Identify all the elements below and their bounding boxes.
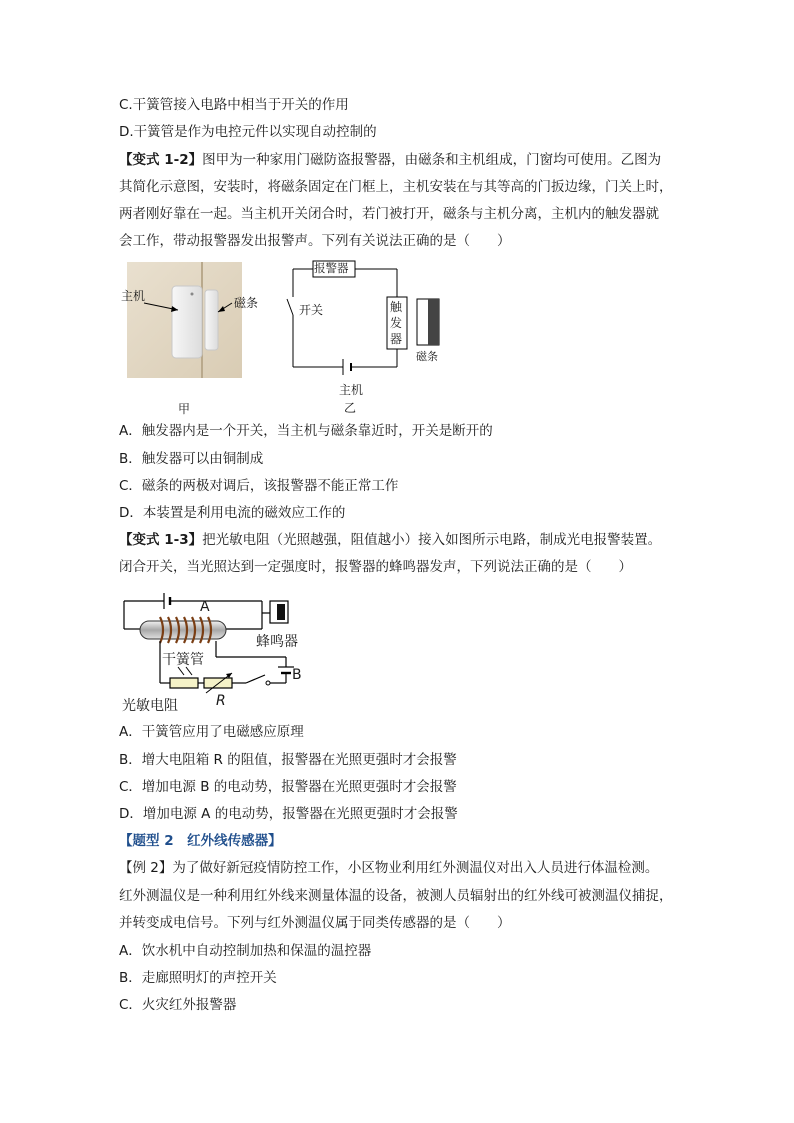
example-2-line-1: [119, 859, 658, 877]
variant-1-2-option-c: C．磁条的两极对调后，该报警器不能正常工作: [119, 478, 399, 494]
variant-1-2-text-1: 图甲为一种家用门磁防盗报警器，由磁条和主机组成，门窗均可使用。乙图为: [202, 152, 662, 168]
trigger-char-1: 触: [390, 300, 403, 314]
example-2-text-1: 为了做好新冠疫情防控工作，小区物业利用红外测温仪对出入人员进行体温检测。: [172, 860, 659, 876]
example-2-line-2: 红外测温仪是一种利用红外线来测量体温的设备，被测人员辐射出的红外线可被测温仪捕捉，: [119, 888, 673, 904]
option-c-reed: C.干簧管接入电路中相当于开关的作用: [119, 97, 349, 113]
trigger-label: [390, 299, 402, 347]
variant-1-3-line-2: 闭合开关，当光照达到一定强度时，报警器的蜂鸣器发声，下列说法正确的是（ ）: [119, 559, 632, 575]
figure-caption-jia: 甲: [178, 402, 191, 416]
variant-1-3-text-1: 把光敏电阻（光照越强，阻值越小）接入如图所示电路，制成光电报警装置。: [202, 532, 662, 548]
figure-reed-switch-circuit: [120, 585, 320, 720]
figure-alarm-circuit: [283, 255, 453, 415]
variant-1-3-option-a: A．干簧管应用了电磁感应原理: [119, 724, 304, 740]
example-2-option-a: A．饮水机中自动控制加热和保温的温控器: [119, 943, 372, 959]
example-2-option-c: C．火灾红外报警器: [119, 997, 237, 1013]
trigger-char-3: 器: [390, 332, 403, 346]
variant-1-3-tag: 【变式 1-3】: [119, 532, 203, 548]
trigger-char-2: 发: [390, 316, 403, 330]
example-2-tag: 【例 2】: [119, 860, 173, 876]
variant-1-2-tag: 【变式 1-2】: [119, 152, 203, 168]
variant-1-2-line-2: 其简化示意图，安装时，将磁条固定在门框上，主机安装在与其等高的门扳边缘，门关上时，: [119, 179, 673, 195]
buzzer-label: 蜂鸣器: [256, 634, 298, 650]
variant-1-2-option-a: A．触发器内是一个开关，当主机与磁条靠近时，开关是断开的: [119, 423, 493, 439]
resistor-r-label: R: [216, 693, 226, 709]
variant-1-3-option-b: B．增大电阻箱 R 的阻值，报警器在光照更强时才会报警: [119, 752, 457, 768]
host-label: 主机: [121, 289, 146, 303]
option-d-reed: D.干簧管是作为电控元件以实现自动控制的: [119, 124, 377, 140]
photoresistor-label: 光敏电阻: [122, 698, 178, 714]
variant-1-3-option-c: C．增加电源 B 的电动势，报警器在光照更强时才会报警: [119, 779, 457, 795]
reed-switch-label: 干簧管: [162, 652, 204, 668]
variant-1-2-line-1: [119, 151, 661, 169]
example-2-line-3: 并转变成电信号。下列与红外测温仪属于同类传感器的是（ ）: [119, 915, 511, 931]
variant-1-2-line-4: 会工作，带动报警器发出报警声。下列有关说法正确的是（ ）: [119, 233, 511, 249]
topic-2-heading: 【题型 2 红外线传感器】: [119, 833, 282, 849]
switch-label: 开关: [299, 303, 324, 317]
strip-label: 磁条: [234, 296, 259, 310]
battery-a-label: A: [200, 599, 210, 615]
host-label-circuit: 主机: [339, 383, 364, 397]
battery-b-label: B: [292, 667, 302, 683]
variant-1-2-option-b: B．触发器可以由铜制成: [119, 451, 264, 467]
variant-1-2-line-3: 两者刚好靠在一起。当主机开关闭合时，若门被打开，磁条与主机分离，主机内的触发器就: [119, 206, 659, 222]
strip-label-circuit: 磁条: [416, 350, 438, 363]
variant-1-2-option-d: D．本装置是利用电流的磁效应工作的: [119, 505, 346, 521]
variant-1-3-line-1: [119, 531, 661, 549]
alarm-label: 报警器: [314, 261, 349, 275]
example-2-option-b: B．走廊照明灯的声控开关: [119, 970, 277, 986]
alarm-circuit-diagram: [283, 255, 453, 415]
door-alarm-photo: [120, 262, 270, 412]
variant-1-3-option-d: D．增加电源 A 的电动势，报警器在光照更强时才会报警: [119, 806, 458, 822]
figure-door-alarm-photo: [120, 262, 270, 416]
figure-caption-yi: 乙: [344, 401, 357, 415]
